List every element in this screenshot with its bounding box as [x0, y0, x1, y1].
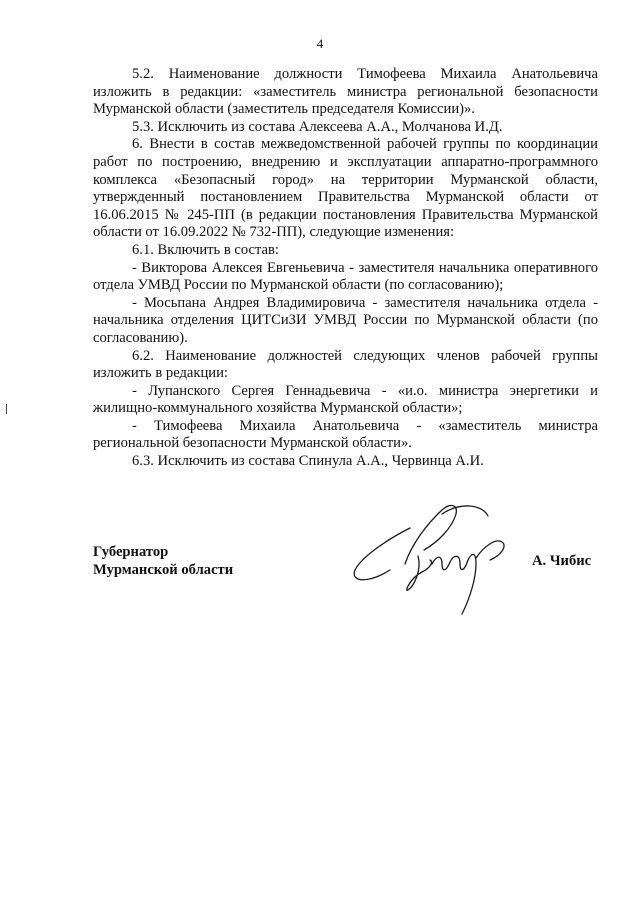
list-item-lupanskiy: - Лупанского Сергея Геннадьевича - «и.о. министра энергетики и жилищно-коммунального хозяйства Мурманской области»;	[93, 382, 598, 417]
list-item-mospan: - Мосьпана Андрея Владимировича - заместителя начальника отдела - начальника отделения ЦИТСиЗИ УМВД России по Мурманской области (по согласованию).	[93, 294, 598, 346]
handwritten-signature	[350, 498, 540, 623]
paragraph-6-2: 6.2. Наименование должностей следующих членов рабочей группы изложить в редакции:	[93, 347, 598, 382]
signatory-position	[93, 543, 233, 579]
signatory-position-line1: Губернатор	[93, 544, 169, 560]
paragraph-6-3: 6.3. Исключить из состава Спинула А.А., Червинца А.И.	[132, 453, 484, 470]
list-item-timofeev: - Тимофеева Михаила Анатольевича - «заместитель министра региональной безопасности Мурманской области».	[93, 417, 598, 452]
page-number: 4	[316, 36, 324, 51]
signatory-position-line2: Мурманской области	[93, 562, 234, 578]
margin-mark	[6, 404, 7, 414]
paragraph-5-3: 5.3. Исключить из состава Алексеева А.А., Молчанова И.Д.	[132, 118, 503, 135]
document-body	[93, 66, 598, 471]
paragraph-6: 6. Внести в состав межведомственной рабочей группы по координации работ по построению, внедрению и эксплуатации аппаратно-программного комплекса «Безопасный город» на территории Мурманской области, утвержденный постановлением Правительства Мурманской области от 16.06.2015 № 245-ПП (в редакции постановления Правительства Мурманской области от 16.09.2022 № 732-ПП), следующие изменения:	[93, 136, 598, 241]
paragraph-6-1: 6.1. Включить в состав:	[132, 241, 279, 258]
list-item-viktorov: - Викторова Алексея Евгеньевича - заместителя начальника оперативного отдела УМВД России по Мурманской области (по согласованию);	[93, 259, 598, 294]
paragraph-5-2: 5.2. Наименование должности Тимофеева Михаила Анатольевича изложить в редакции: «заместитель министра региональной безопасности Мурманской области (заместитель председателя Комиссии)».	[93, 66, 598, 118]
signatory-name: А. Чибис	[532, 553, 592, 569]
